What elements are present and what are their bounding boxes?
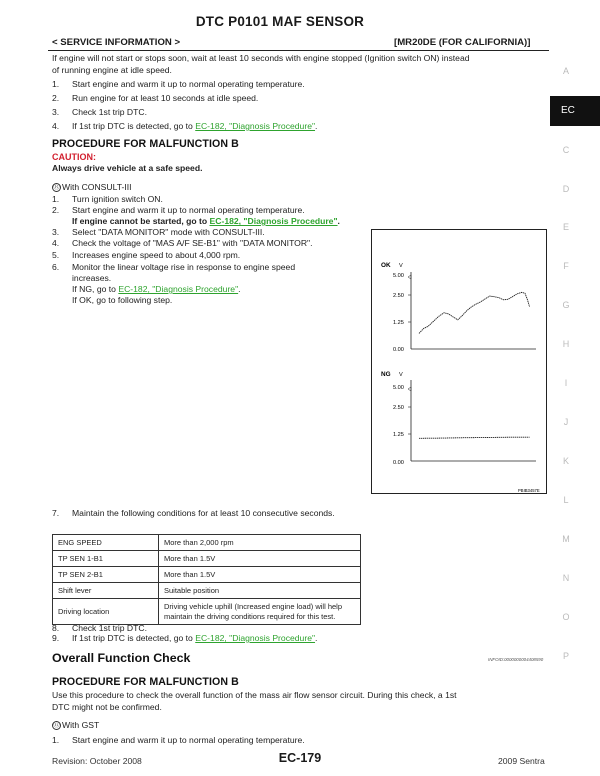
step-text xyxy=(72,284,241,295)
intro-line-1: If engine will not start or stops soon, wait at least 10 seconds with engine stopped (Ignition switch ON) instead xyxy=(52,53,470,63)
maf-voltage-figure xyxy=(371,229,547,494)
procedure-b-heading-2: PROCEDURE FOR MALFUNCTION B xyxy=(52,676,239,688)
step-text: Turn ignition switch ON. xyxy=(72,194,163,204)
section-index-letter[interactable]: E xyxy=(562,222,569,232)
tick-label: 0.00 xyxy=(393,347,404,353)
section-index-letter[interactable]: F xyxy=(563,261,569,271)
info-id: INFOID:0000000004408590 xyxy=(488,657,544,662)
step-text-part: . xyxy=(238,284,241,294)
section-index-letter[interactable]: N xyxy=(562,573,570,583)
step-number: 3. xyxy=(52,107,60,117)
table-cell-value: More than 1.5V xyxy=(159,567,361,583)
section-index-letter[interactable]: M xyxy=(562,534,570,544)
overall-function-heading: Overall Function Check xyxy=(52,651,191,665)
ng-label: NG xyxy=(381,371,391,378)
section-index-letter[interactable]: P xyxy=(562,651,569,661)
table-row xyxy=(53,567,361,583)
step-text xyxy=(72,121,317,132)
step-text: Increases engine speed to about 4,000 rpm. xyxy=(72,250,241,260)
table-cell-item: TP SEN 2-B1 xyxy=(53,567,159,583)
page-title: DTC P0101 MAF SENSOR xyxy=(195,14,365,29)
table-cell-item: Shift lever xyxy=(53,583,159,599)
caution-label: CAUTION: xyxy=(52,152,96,162)
section-index-letter[interactable]: H xyxy=(562,339,570,349)
table-row xyxy=(53,583,361,599)
voltage-graphs xyxy=(372,230,548,495)
table-cell-item: Driving location xyxy=(53,599,159,625)
step-text: Check 1st trip DTC. xyxy=(72,623,147,633)
overall-desc-1: Use this procedure to check the overall function of the mass air flow sensor circuit. During this check, a 1st xyxy=(52,690,457,700)
tick-label: 2.50 xyxy=(393,293,404,299)
step-text-part: If NG, go to xyxy=(72,284,119,294)
step-text-part: If 1st trip DTC is detected, go to xyxy=(72,121,196,131)
table-row xyxy=(53,599,361,625)
figure-code: PBIB3457E xyxy=(518,488,540,493)
section-label: < SERVICE INFORMATION > xyxy=(52,37,181,48)
safe-driving-note: Always drive vehicle at a safe speed. xyxy=(52,163,203,173)
step-text: Start engine and warm it up to normal operating temperature. xyxy=(72,79,305,89)
section-index-letter[interactable]: J xyxy=(563,417,569,427)
step-text: increases. xyxy=(72,273,112,283)
diagnosis-procedure-link[interactable]: EC-182, "Diagnosis Procedure" xyxy=(195,633,316,643)
gst-text: With GST xyxy=(62,720,100,730)
section-index-letter[interactable]: O xyxy=(562,612,570,622)
step-text: Start engine and warm it up to normal operating temperature. xyxy=(72,735,305,745)
step-text-part: . xyxy=(315,633,318,643)
model-label: 2009 Sentra xyxy=(498,756,545,766)
driving-conditions-table xyxy=(52,534,361,625)
step-number: 7. xyxy=(52,508,60,518)
step-text: Monitor the linear voltage rise in response to engine speed xyxy=(72,262,296,272)
gst-line xyxy=(52,720,99,731)
step-text-part: . xyxy=(315,121,318,131)
step-number: 4. xyxy=(52,121,60,131)
section-index-letter[interactable]: C xyxy=(562,145,570,155)
step-text-part: If 1st trip DTC is detected, go to xyxy=(72,633,196,643)
gst-icon: Ⓖ xyxy=(53,723,60,730)
page-number: EC-179 xyxy=(278,751,322,765)
table-row xyxy=(53,535,361,551)
section-index-active-tab[interactable] xyxy=(550,96,600,126)
ng-voltage-trace xyxy=(419,437,530,438)
step-text: Check 1st trip DTC. xyxy=(72,107,147,117)
table-cell-item: ENG SPEED xyxy=(53,535,159,551)
tick-label: 2.50 xyxy=(393,405,404,411)
step-text: If OK, go to following step. xyxy=(72,295,173,305)
axis-break-icon xyxy=(408,275,411,279)
table-cell-line: Driving vehicle uphill (Increased engine load) will help xyxy=(164,601,343,611)
tick-label: 1.25 xyxy=(393,432,404,438)
section-index-letter[interactable]: D xyxy=(562,184,570,194)
tick-label: 5.00 xyxy=(393,385,404,391)
table-cell-item: TP SEN 1-B1 xyxy=(53,551,159,567)
step-number: 1. xyxy=(52,194,60,204)
step-number: 3. xyxy=(52,227,60,237)
unit-label: V xyxy=(399,372,403,378)
section-index-letter: EC xyxy=(561,105,575,116)
step-text xyxy=(72,633,317,644)
tick-label: 1.25 xyxy=(393,320,404,326)
section-index-letter[interactable]: A xyxy=(562,66,569,76)
diagnosis-procedure-link[interactable]: EC-182, "Diagnosis Procedure" xyxy=(209,216,338,226)
table-cell-value: More than 1.5V xyxy=(159,551,361,567)
table-cell-line: maintain the driving conditions required for this test. xyxy=(164,611,336,621)
step-text: Maintain the following conditions for at least 10 consecutive seconds. xyxy=(72,508,335,518)
tick-label: 0.00 xyxy=(393,460,404,466)
step-text: Start engine and warm it up to normal operating temperature. xyxy=(72,205,305,215)
section-index-letter[interactable]: L xyxy=(563,495,569,505)
consult-icon: Ⓡ xyxy=(53,185,60,192)
step-text: Check the voltage of "MAS A/F SE-B1" with "DATA MONITOR". xyxy=(72,238,313,248)
header-divider xyxy=(48,50,549,51)
step-number: 2. xyxy=(52,205,60,215)
intro-line-2: of running engine at idle speed. xyxy=(52,65,172,75)
step-number: 2. xyxy=(52,93,60,103)
section-index-letter[interactable]: K xyxy=(562,456,569,466)
ok-voltage-trace xyxy=(419,292,530,333)
ok-label: OK xyxy=(381,262,391,269)
step-text-part: . xyxy=(337,216,340,226)
table-cell-value xyxy=(159,599,361,625)
step-number: 8. xyxy=(52,623,60,633)
tick-label: 5.00 xyxy=(393,273,404,279)
step-number: 5. xyxy=(52,250,60,260)
procedure-b-heading: PROCEDURE FOR MALFUNCTION B xyxy=(52,138,239,150)
table-row xyxy=(53,551,361,567)
revision-label: Revision: October 2008 xyxy=(52,756,142,766)
step-number: 1. xyxy=(52,79,60,89)
engine-label: [MR20DE (FOR CALIFORNIA)] xyxy=(394,37,531,48)
axis-break-icon xyxy=(408,387,411,391)
step-number: 6. xyxy=(52,262,60,272)
step-number: 4. xyxy=(52,238,60,248)
diagnosis-procedure-link[interactable]: EC-182, "Diagnosis Procedure" xyxy=(118,284,239,294)
step-text: Select "DATA MONITOR" mode with CONSULT-III. xyxy=(72,227,265,237)
table-cell-value: More than 2,000 rpm xyxy=(159,535,361,551)
step-number: 1. xyxy=(52,735,60,745)
section-index-letter[interactable]: I xyxy=(564,378,568,388)
step-text-part: If engine cannot be started, go to xyxy=(72,216,210,226)
section-index-letter[interactable]: G xyxy=(562,300,570,310)
consult-line xyxy=(52,182,132,193)
consult-text: With CONSULT-III xyxy=(62,182,132,192)
overall-desc-2: DTC might not be confirmed. xyxy=(52,702,162,712)
table-cell-value: Suitable position xyxy=(159,583,361,599)
step-number: 9. xyxy=(52,633,60,643)
unit-label: V xyxy=(399,263,403,269)
diagnosis-procedure-link[interactable]: EC-182, "Diagnosis Procedure" xyxy=(195,121,316,131)
step-text xyxy=(72,216,340,227)
step-text: Run engine for at least 10 seconds at idle speed. xyxy=(72,93,259,103)
